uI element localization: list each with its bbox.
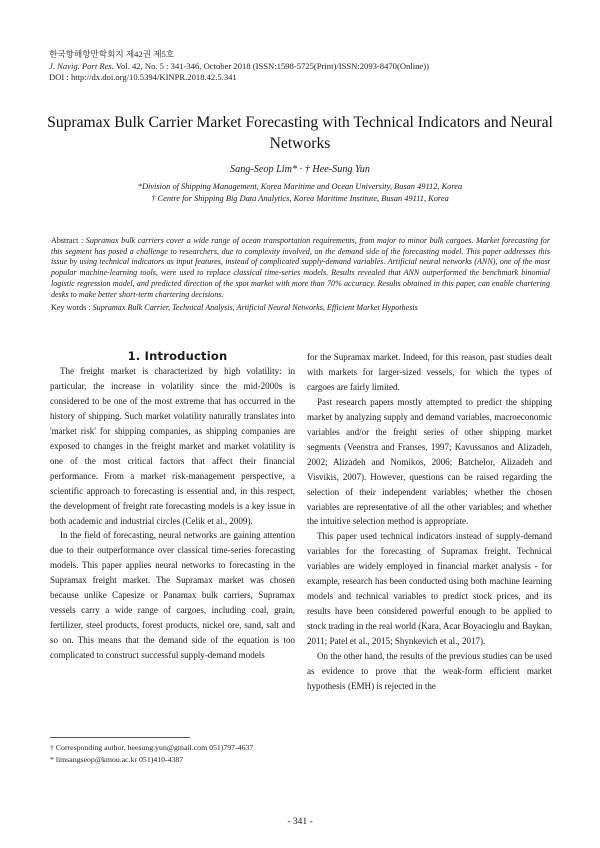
paragraph: In the field of forecasting, neural networks are gaining attention due to their outperformance over classical time-series forecasting models. This paper applies neural networks to forecasting in the Supramax freight market. The Supramax market was chosen because unlike Capesize or Panamax bulk carriers, Supramax vessels carry a wide range of cargoes, including coal, grain, fertilizer, steel products, forest products, nickel ore, sand, salt and so on. This means that the demand side of the equation is too complicated to construct successful supply-demand models xyxy=(50,530,295,661)
paragraph: for the Supramax market. Indeed, for this reason, past studies dealt with markets for larger-sized vessels, for which the types of cargoes are fairly limited. xyxy=(307,352,552,392)
footnotes xyxy=(50,742,253,765)
footnote-corresponding: † Corresponding author, heesung.yun@gmail.com 051)797-4637 xyxy=(50,743,254,752)
keywords-text: Supramax Bulk Carrier, Technical Analysis, Artificial Neural Networks, Efficient Market Hypothesis xyxy=(92,303,418,312)
authors: Sang-Seop Lim* · † Hee-Sung Yun xyxy=(230,164,370,175)
abstract-text: Supramax bulk carriers cover a wide range of ocean transportation requirements, from major to minor bulk cargoes. Market forecasting for this segment has posed a challenge to researchers, due to complexity involved, on the demand side of the forecasting model. This paper addresses this issue by using technical indicators as input features, instead of complicated supply-demand variables. Artificial neural networks (ANN), one of the most popular machine-learning tools, were used to replace classical time-series models. Results revealed that ANN outperformed the benchmark binomial logistic regression model, and predicted direction of the spot market with more than 70% accuracy. Results obtained in this paper, can enable chartering desks to make better short-term chartering decisions. xyxy=(51,236,550,299)
affiliations xyxy=(40,181,560,204)
paragraph: The freight market is characterized by high volatility: in particular, the increase in volatility since the mid-2000s is considered to be one of the most extreme that has occurred in the history of shipping. Such market volatility naturally translates into 'market risk' for shipping companies, as shipping companies are exposed to changes in the freight market and market volatility is one of the most critical factors that affect their financial performance. From a market risk-management perspective, a scientific approach to forecasting is essential and, in this respect, the development of freight rate forecasting models is a key issue in both academic and industrial circles (Celik et al., 2009). xyxy=(50,366,295,526)
section-heading: 1. Introduction xyxy=(127,349,228,363)
keywords-label: Key words : xyxy=(51,303,93,312)
affiliation-2: † Centre for Shipping Big Data Analytics, Korea Maritime Institute, Busan 49111, Korea xyxy=(151,193,449,203)
paragraph: Past research papers mostly attempted to predict the shipping market by analyzing supply and demand variables, macroeconomic variables and/or the freight series of other shipping market segments (Veenstra and Franses, 1997; Kavussanos and Alizadeh, 2002; Alizadeh and Nomikos, 2006; Batchelor, Alizadeh and Visvikis, 2007). However, questions can be raised regarding the selection of their independent variables; whether the chosen variables are representative of all the other variables; and whether the intuitive selection method is appropriate. xyxy=(307,396,552,527)
journal-volume-info: Vol. 42, No. 5 : 341-346, October 2018 (ISSN:1598-5725(Print)/ISSN:2093-8470(Online)) xyxy=(113,60,429,71)
abstract-label: Abstract : xyxy=(51,236,86,245)
footnote-author: * limsangseop@kmou.ac.kr 051)410-4387 xyxy=(50,754,184,764)
journal-korean-title: 한국항해항만학회지 제42권 제5호 xyxy=(49,49,175,59)
left-column xyxy=(50,348,295,663)
doi-line: DOI : http://dx.doi.org/10.5394/KINPR.2018.42.5.341 xyxy=(49,72,237,83)
paper-title: Supramax Bulk Carrier Market Forecasting with Technical Indicators and Neural Networks xyxy=(47,114,553,152)
journal-citation xyxy=(49,61,429,73)
journal-header xyxy=(49,49,429,84)
abstract xyxy=(51,236,550,300)
keywords xyxy=(51,303,550,312)
paragraph: On the other hand, the results of the previous studies can be used as evidence to prove that the weak-form efficient market hypothesis (EMH) is rejected in the xyxy=(307,651,552,691)
page-number: - 341 - xyxy=(287,817,313,827)
footnote-divider xyxy=(50,737,190,738)
right-column xyxy=(307,350,552,694)
affiliation-1: *Division of Shipping Management, Korea Maritime and Ocean University, Busan 49112, Korea xyxy=(137,182,463,191)
journal-abbrev: J. Navig. Port Res. xyxy=(49,60,114,71)
paragraph: This paper used technical indicators instead of supply-demand variables for the forecasting of Supramax freight. Technical variables are widely employed in financial market analysis - for example, research has been conducted using both machine learning models and technical variables to predict stock prices, and its results have been considered powerful enough to be applied to stock trading in the real world (Kara, Acar Boyacioglu and Baykan, 2011; Patel et al., 2015; Shynkevich et al., 2017). xyxy=(307,531,552,647)
